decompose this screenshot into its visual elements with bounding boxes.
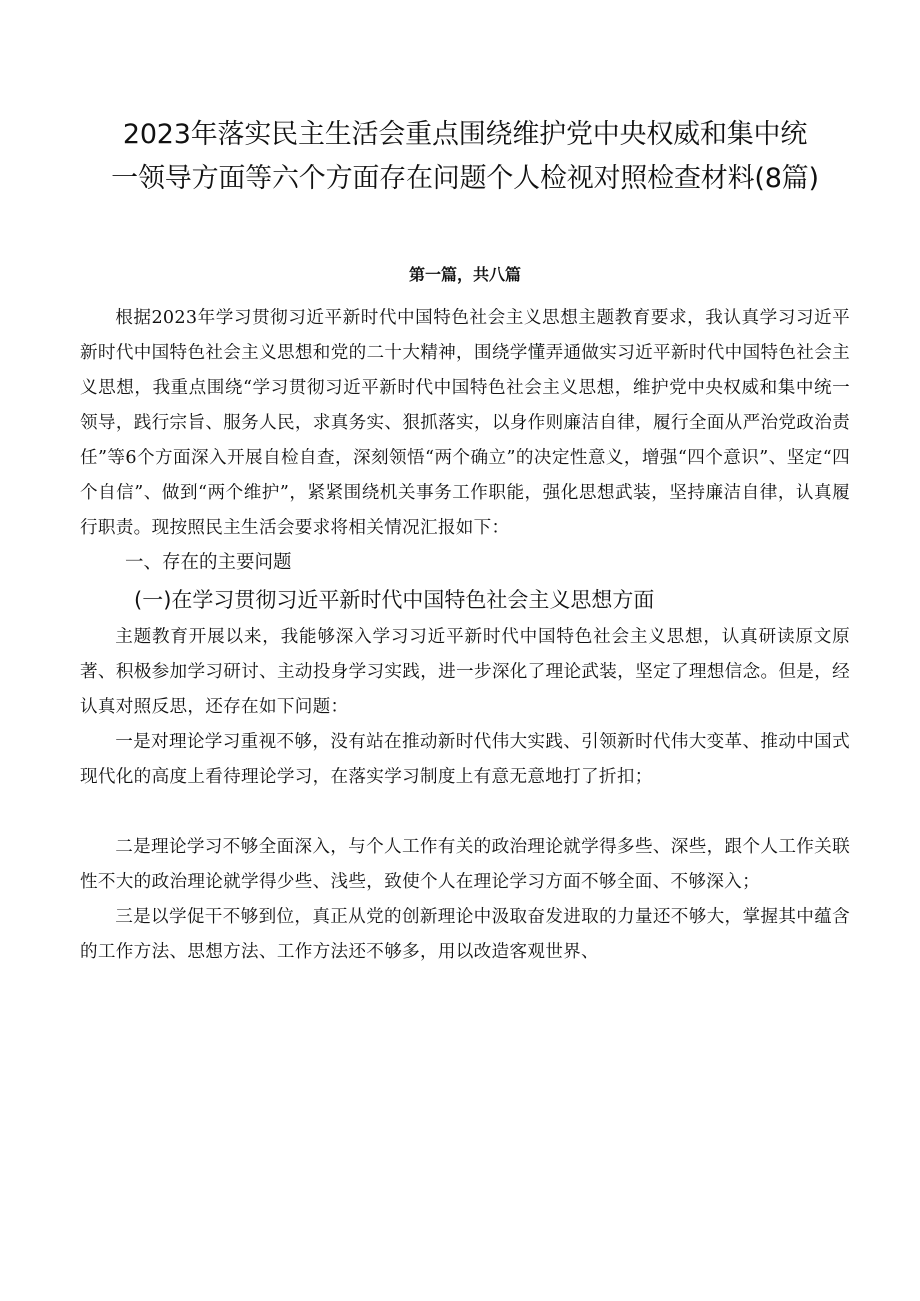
document-title-line-1: 2023年落实民主生活会重点围绕维护党中央权威和集中统 [122,119,808,150]
part-label: 第一篇，共八篇 [408,265,521,284]
document-title-line-2: 一领导方面等六个方面存在问题个人检视对照检查材料(8篇) [111,163,819,194]
subsection-intro-paragraph: 主题教育开展以来，我能够深入学习习近平新时代中国特色社会主义思想，认真研读原文原著、积极参加学习研讨、主动投身学习实践，进一步深化了理论武装，坚定了理想信念。但是，经认真对照反思，还存在如下问题： [80,627,850,717]
problem-point-3: 三是以学促干不够到位，真正从党的创新理论中汲取奋发进取的力量还不够大，掌握其中蕴含的工作方法、思想方法、工作方法还不够多，用以改造客观世界、 [80,907,850,962]
section-heading-main-problems: 一、存在的主要问题 [125,552,292,573]
intro-paragraph: 根据2023年学习贯彻习近平新时代中国特色社会主义思想主题教育要求，我认真学习习近平新时代中国特色社会主义思想和党的二十大精神，围绕学懂弄通做实习近平新时代中国特色社会主义思想，我重点围绕“学习贯彻习近平新时代中国特色社会主义思想，维护党中央权威和集中统一领导，践行宗旨、服务人民，求真务实、狠抓落实，以身作则廉洁自律，履行全面从严治党政治责任”等6个方面深入开展自检自查，深刻领悟“两个确立”的决定性意义，增强“四个意识”、坚定“四个自信”、做到“两个维护”，紧紧围绕机关事务工作职能，强化思想武装，坚持廉洁自律，认真履行职责。现按照民主生活会要求将相关情况汇报如下： [80,308,850,538]
subsection-heading-study: (一)在学习贯彻习近平新时代中国特色社会主义思想方面 [134,588,655,612]
document-title [80,113,850,201]
blank-line [80,795,850,830]
problem-point-1: 一是对理论学习重视不够，没有站在推动新时代伟大实践、引领新时代伟大变革、推动中国式现代化的高度上看待理论学习，在落实学习制度上有意无意地打了折扣； [80,732,850,787]
problem-point-2: 二是理论学习不够全面深入，与个人工作有关的政治理论就学得多些、深些，跟个人工作关联性不大的政治理论就学得少些、浅些，致使个人在理论学习方面不够全面、不够深入； [80,837,850,892]
